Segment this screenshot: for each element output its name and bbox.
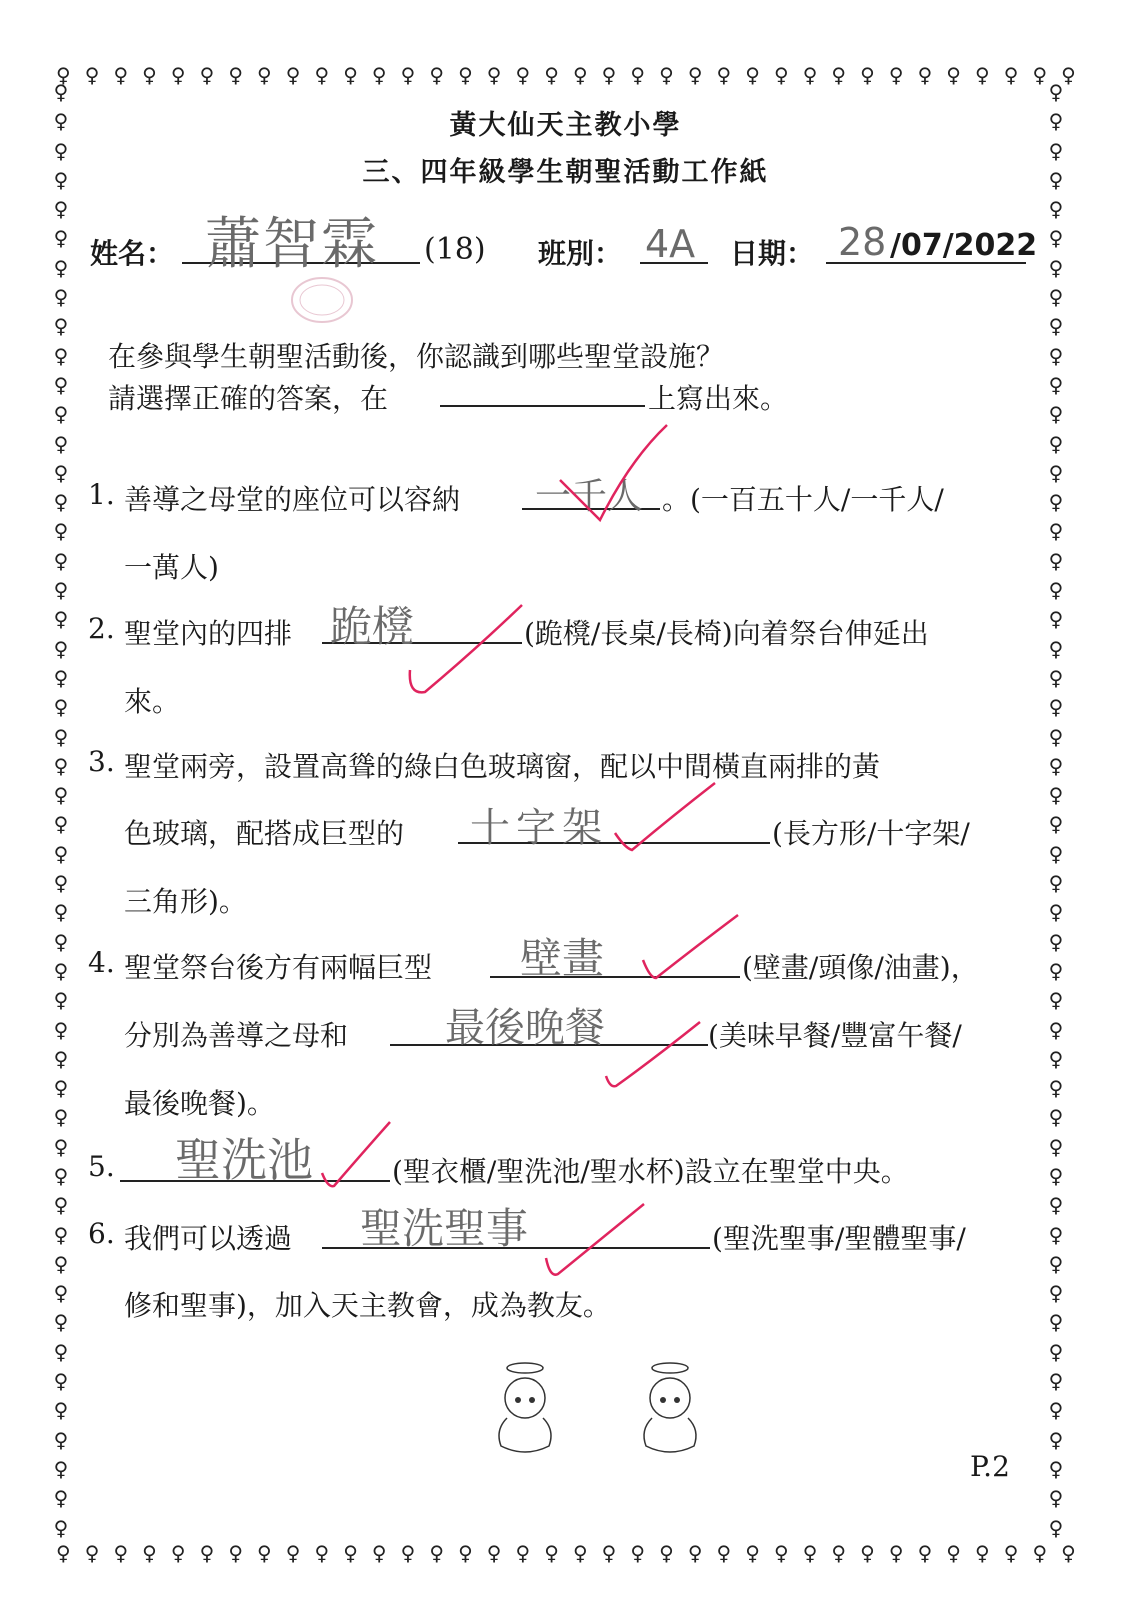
border-figure-icon: ♀	[343, 1541, 358, 1565]
border-figure-icon: ♀	[1048, 607, 1064, 632]
border-figure-icon: ♀	[601, 63, 617, 87]
border-figure-icon: ♀	[1048, 431, 1064, 456]
border-figure-icon: ♀	[1048, 1163, 1064, 1188]
border-figure-icon: ♀	[53, 841, 69, 866]
border-figure-icon: ♀	[716, 63, 732, 87]
border-figure-icon: ♀	[946, 1541, 961, 1565]
border-figure-icon: ♀	[429, 63, 444, 87]
border-figure-icon: ♀	[142, 63, 157, 87]
border-figure-icon: ♀	[802, 63, 818, 87]
worksheet-title: 三、四年級學生朝聖活動工作紙	[362, 157, 769, 188]
border-figure-icon: ♀	[53, 1339, 69, 1364]
border-figure-icon: ♀	[53, 548, 69, 573]
q1-text: 善導之母堂的座位可以容納	[124, 483, 461, 516]
border-figure-icon: ♀	[486, 63, 502, 87]
border-figure-icon: ♀	[53, 1310, 69, 1335]
border-figure-icon: ♀	[946, 63, 961, 87]
border-figure-icon: ♀	[1048, 1134, 1064, 1159]
border-figure-icon: ♀	[716, 1541, 732, 1565]
border-figure-icon: ♀	[53, 1251, 69, 1276]
q3-answer: 十字架	[470, 805, 608, 851]
border-figure-icon: ♀	[1048, 724, 1064, 749]
q4-options: (壁畫/頭像/油畫)，	[742, 951, 979, 984]
border-figure-icon: ♀	[486, 1541, 502, 1565]
border-figure-icon: ♀	[1048, 783, 1064, 808]
border-figure-icon: ♀	[1048, 460, 1064, 485]
check-mark-icon	[318, 1118, 398, 1198]
border-figure-icon: ♀	[917, 1541, 933, 1565]
border-top	[56, 62, 1076, 88]
q6-options: (聖洗聖事/聖體聖事/	[712, 1222, 966, 1255]
border-right	[1043, 80, 1069, 1540]
q6-number: 6.	[88, 1217, 115, 1250]
border-figure-icon: ♀	[831, 1541, 847, 1565]
border-bottom	[56, 1540, 1076, 1566]
border-figure-icon: ♀	[1003, 1541, 1019, 1565]
border-figure-icon: ♀	[975, 1541, 990, 1565]
border-figure-icon: ♀	[170, 1541, 186, 1565]
border-figure-icon: ♀	[199, 1541, 215, 1565]
class-value: 4A	[645, 222, 696, 266]
border-figure-icon: ♀	[53, 490, 69, 515]
q4-options-2: (美味早餐/豐富午餐/	[708, 1019, 962, 1052]
border-figure-icon: ♀	[1048, 1193, 1064, 1218]
border-figure-icon: ♀	[745, 63, 760, 87]
border-figure-icon: ♀	[257, 1541, 272, 1565]
border-figure-icon: ♀	[56, 63, 71, 87]
q6-cont: 修和聖事)，加入天主教會，成為教友。	[124, 1289, 611, 1322]
border-figure-icon: ♀	[84, 63, 100, 87]
q2-text: 聖堂內的四排	[124, 617, 293, 650]
border-figure-icon: ♀	[53, 402, 69, 427]
border-figure-icon: ♀	[53, 460, 69, 485]
border-figure-icon: ♀	[53, 929, 69, 954]
border-figure-icon: ♀	[831, 63, 847, 87]
border-figure-icon: ♀	[1048, 1251, 1064, 1276]
border-figure-icon: ♀	[1032, 1541, 1048, 1565]
border-figure-icon: ♀	[170, 63, 186, 87]
border-figure-icon: ♀	[53, 724, 69, 749]
border-figure-icon: ♀	[113, 63, 129, 87]
border-figure-icon: ♀	[860, 63, 875, 87]
border-figure-icon: ♀	[53, 80, 69, 104]
border-figure-icon: ♀	[285, 63, 301, 87]
check-mark-icon	[540, 1200, 650, 1280]
border-figure-icon: ♀	[458, 1541, 473, 1565]
border-figure-icon: ♀	[53, 1427, 69, 1452]
border-figure-icon: ♀	[773, 1541, 789, 1565]
q5-answer: 聖洗池	[175, 1133, 313, 1187]
border-figure-icon: ♀	[53, 1163, 69, 1188]
border-figure-icon: ♀	[53, 783, 69, 808]
border-figure-icon: ♀	[630, 1541, 646, 1565]
border-figure-icon: ♀	[53, 695, 69, 720]
q3-number: 3.	[88, 745, 115, 778]
q1-cont: 一萬人)	[124, 551, 219, 584]
border-figure-icon: ♀	[1048, 1310, 1064, 1335]
border-figure-icon: ♀	[53, 812, 69, 837]
border-figure-icon: ♀	[1048, 1398, 1064, 1423]
student-number: (18)	[424, 232, 486, 267]
border-figure-icon: ♀	[1048, 900, 1064, 925]
q2-cont: 來。	[124, 685, 181, 718]
border-figure-icon: ♀	[142, 1541, 157, 1565]
border-figure-icon: ♀	[53, 753, 69, 778]
border-figure-icon: ♀	[888, 63, 904, 87]
q4-answer: 壁畫	[520, 934, 605, 983]
border-figure-icon: ♀	[53, 1076, 69, 1101]
q1-answer: 一千人	[535, 476, 644, 517]
q4-cont: 最後晚餐)。	[124, 1087, 275, 1120]
border-figure-icon: ♀	[285, 1541, 301, 1565]
q3-options: (長方形/十字架/	[772, 817, 970, 850]
q4-number: 4.	[88, 946, 115, 979]
border-figure-icon: ♀	[84, 1541, 100, 1565]
border-figure-icon: ♀	[1048, 314, 1064, 339]
border-figure-icon: ♀	[802, 1541, 818, 1565]
border-figure-icon: ♀	[1003, 63, 1019, 87]
q2-number: 2.	[88, 612, 115, 645]
date-day: 28	[838, 220, 887, 264]
border-figure-icon: ♀	[1048, 812, 1064, 837]
border-figure-icon: ♀	[53, 1456, 69, 1481]
border-figure-icon: ♀	[687, 63, 703, 87]
border-figure-icon: ♀	[53, 138, 69, 163]
border-figure-icon: ♀	[1032, 63, 1048, 87]
q4-answer-2: 最後晚餐	[445, 1005, 605, 1051]
q6-text: 我們可以透過	[124, 1222, 293, 1255]
border-figure-icon: ♀	[53, 1486, 69, 1511]
border-figure-icon: ♀	[659, 63, 674, 87]
border-figure-icon: ♀	[630, 63, 646, 87]
q3-cont: 三角形)。	[124, 885, 247, 918]
border-figure-icon: ♀	[1048, 1222, 1064, 1247]
border-figure-icon: ♀	[1048, 665, 1064, 690]
border-figure-icon: ♀	[53, 636, 69, 661]
name-label: 姓名：	[90, 237, 175, 270]
q6-answer: 聖洗聖事	[360, 1204, 529, 1253]
check-mark-icon	[600, 1018, 710, 1093]
border-figure-icon: ♀	[53, 1398, 69, 1423]
border-figure-icon: ♀	[53, 871, 69, 896]
border-figure-icon: ♀	[53, 1369, 69, 1394]
border-figure-icon: ♀	[1048, 1046, 1064, 1071]
border-figure-icon: ♀	[1048, 988, 1064, 1013]
border-figure-icon: ♀	[773, 63, 789, 87]
border-figure-icon: ♀	[53, 900, 69, 925]
intro-blank	[440, 405, 645, 407]
border-figure-icon: ♀	[1048, 871, 1064, 896]
border-figure-icon: ♀	[53, 314, 69, 339]
border-figure-icon: ♀	[572, 63, 588, 87]
border-figure-icon: ♀	[1048, 578, 1064, 603]
border-figure-icon: ♀	[515, 63, 531, 87]
border-figure-icon: ♀	[1048, 197, 1064, 222]
school-title: 黃大仙天主教小學	[449, 110, 682, 141]
border-figure-icon: ♀	[53, 255, 69, 280]
border-figure-icon: ♀	[1048, 1369, 1064, 1394]
q2-answer: 跪櫈	[330, 602, 415, 651]
border-figure-icon: ♀	[53, 607, 69, 632]
border-figure-icon: ♀	[1048, 1427, 1064, 1452]
border-figure-icon: ♀	[1048, 372, 1064, 397]
border-figure-icon: ♀	[1048, 753, 1064, 778]
border-figure-icon: ♀	[1048, 1281, 1064, 1306]
border-figure-icon: ♀	[53, 109, 69, 134]
border-figure-icon: ♀	[544, 1541, 559, 1565]
intro-line-2a: 請選擇正確的答案，在	[108, 382, 389, 415]
border-figure-icon: ♀	[1048, 343, 1064, 368]
border-figure-icon: ♀	[53, 988, 69, 1013]
border-figure-icon: ♀	[257, 63, 272, 87]
border-figure-icon: ♀	[53, 1222, 69, 1247]
border-figure-icon: ♀	[1048, 929, 1064, 954]
q1-number: 1.	[88, 478, 115, 511]
border-figure-icon: ♀	[1048, 109, 1064, 134]
border-figure-icon: ♀	[1048, 1017, 1064, 1042]
border-figure-icon: ♀	[1048, 1339, 1064, 1364]
q3-text: 聖堂兩旁，設置高聳的綠白色玻璃窗，配以中間橫直兩排的黃	[124, 750, 881, 783]
check-mark-icon	[638, 910, 748, 985]
check-mark-icon	[400, 600, 530, 700]
q5-options: (聖衣櫃/聖洗池/聖水杯)設立在聖堂中央。	[392, 1155, 909, 1188]
border-figure-icon: ♀	[113, 1541, 129, 1565]
border-figure-icon: ♀	[53, 1017, 69, 1042]
border-figure-icon: ♀	[1048, 636, 1064, 661]
border-figure-icon: ♀	[371, 1541, 387, 1565]
angel-icon	[630, 1360, 710, 1460]
date-rest: /07/2022	[890, 228, 1038, 263]
border-figure-icon: ♀	[400, 1541, 416, 1565]
border-figure-icon: ♀	[199, 63, 215, 87]
intro-line-2b: 上寫出來。	[648, 382, 789, 415]
border-figure-icon: ♀	[544, 63, 559, 87]
class-label: 班別：	[538, 237, 623, 270]
border-figure-icon: ♀	[343, 63, 358, 87]
border-figure-icon: ♀	[1048, 958, 1064, 983]
border-figure-icon: ♀	[1048, 226, 1064, 251]
border-figure-icon: ♀	[888, 1541, 904, 1565]
border-figure-icon: ♀	[53, 1134, 69, 1159]
border-figure-icon: ♀	[53, 1046, 69, 1071]
q3-text-cont: 色玻璃，配搭成巨型的	[124, 817, 405, 850]
border-figure-icon: ♀	[1061, 1541, 1076, 1565]
border-figure-icon: ♀	[1048, 1456, 1064, 1481]
border-figure-icon: ♀	[53, 1281, 69, 1306]
border-figure-icon: ♀	[400, 63, 416, 87]
border-figure-icon: ♀	[53, 1515, 69, 1540]
border-figure-icon: ♀	[1048, 519, 1064, 544]
border-figure-icon: ♀	[860, 1541, 875, 1565]
border-figure-icon: ♀	[1048, 80, 1064, 104]
border-figure-icon: ♀	[429, 1541, 444, 1565]
date-label: 日期：	[730, 237, 815, 270]
border-figure-icon: ♀	[53, 167, 69, 192]
border-figure-icon: ♀	[53, 285, 69, 310]
border-figure-icon: ♀	[53, 1105, 69, 1130]
border-figure-icon: ♀	[53, 1193, 69, 1218]
border-figure-icon: ♀	[53, 519, 69, 544]
border-figure-icon: ♀	[228, 63, 243, 87]
border-figure-icon: ♀	[1048, 1515, 1064, 1540]
border-figure-icon: ♀	[228, 1541, 243, 1565]
border-figure-icon: ♀	[53, 226, 69, 251]
border-figure-icon: ♀	[1061, 63, 1076, 87]
border-figure-icon: ♀	[1048, 695, 1064, 720]
border-figure-icon: ♀	[1048, 138, 1064, 163]
border-figure-icon: ♀	[53, 578, 69, 603]
border-figure-icon: ♀	[975, 63, 990, 87]
q2-options: (跪櫈/長桌/長椅)向着祭台伸延出	[524, 617, 929, 650]
check-mark-icon	[610, 778, 720, 858]
border-figure-icon: ♀	[314, 1541, 330, 1565]
border-figure-icon: ♀	[371, 63, 387, 87]
q5-number: 5.	[88, 1150, 115, 1183]
angel-icon	[485, 1360, 565, 1460]
border-figure-icon: ♀	[53, 665, 69, 690]
border-figure-icon: ♀	[53, 372, 69, 397]
border-figure-icon: ♀	[314, 63, 330, 87]
border-figure-icon: ♀	[1048, 1105, 1064, 1130]
border-figure-icon: ♀	[659, 1541, 674, 1565]
border-figure-icon: ♀	[1048, 1076, 1064, 1101]
border-figure-icon: ♀	[56, 1541, 71, 1565]
border-figure-icon: ♀	[1048, 1486, 1064, 1511]
check-mark-icon	[555, 420, 675, 530]
q4-text-cont: 分別為善導之母和	[124, 1019, 349, 1052]
border-figure-icon: ♀	[53, 343, 69, 368]
school-stamp	[282, 270, 392, 330]
border-figure-icon: ♀	[1048, 490, 1064, 515]
border-figure-icon: ♀	[917, 63, 933, 87]
name-value: 蕭智霖	[205, 212, 379, 277]
border-figure-icon: ♀	[687, 1541, 703, 1565]
border-left	[48, 80, 74, 1540]
border-figure-icon: ♀	[1048, 548, 1064, 573]
q1-options: 。(一百五十人/一千人/	[662, 483, 944, 516]
page-number: P.2	[970, 1450, 1010, 1483]
border-figure-icon: ♀	[53, 197, 69, 222]
border-figure-icon: ♀	[601, 1541, 617, 1565]
border-figure-icon: ♀	[515, 1541, 531, 1565]
border-figure-icon: ♀	[1048, 402, 1064, 427]
border-figure-icon: ♀	[745, 1541, 760, 1565]
border-figure-icon: ♀	[1048, 167, 1064, 192]
border-figure-icon: ♀	[53, 431, 69, 456]
border-figure-icon: ♀	[458, 63, 473, 87]
border-figure-icon: ♀	[1048, 255, 1064, 280]
intro-line-1: 在參與學生朝聖活動後，你認識到哪些聖堂設施？	[108, 340, 725, 373]
q4-text: 聖堂祭台後方有兩幅巨型	[124, 951, 433, 984]
border-figure-icon: ♀	[53, 958, 69, 983]
border-figure-icon: ♀	[572, 1541, 588, 1565]
border-figure-icon: ♀	[1048, 285, 1064, 310]
border-figure-icon: ♀	[1048, 841, 1064, 866]
